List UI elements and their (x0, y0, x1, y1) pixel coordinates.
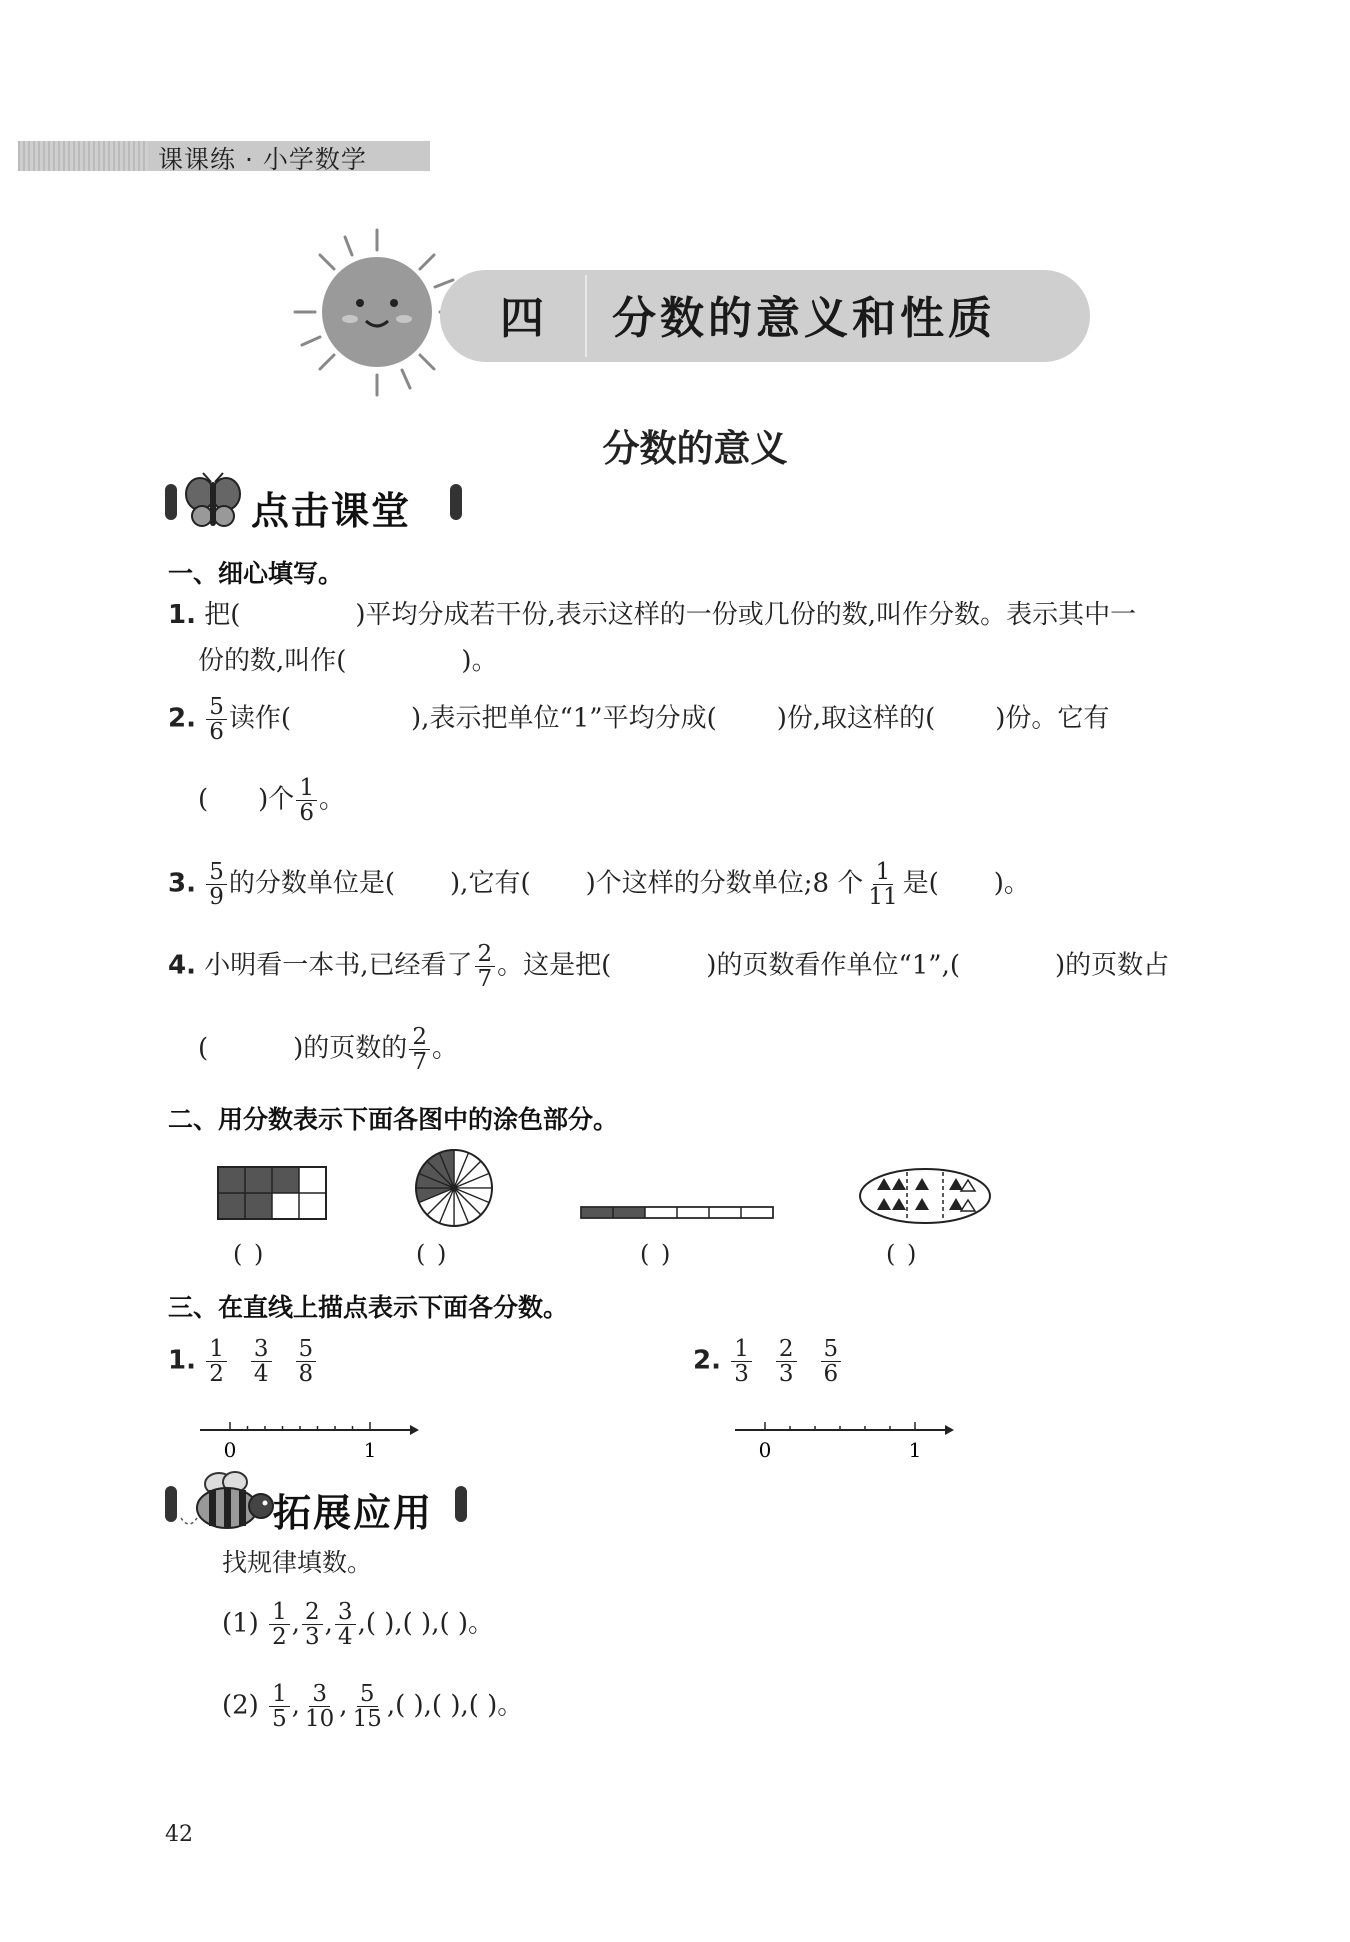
q4-text-d: )的页数占 (1054, 950, 1170, 981)
chapter-title: 分数的意义和性质 (612, 293, 996, 344)
tick-label-1: 1 (363, 1438, 377, 1460)
module-title: 拓展应用 (273, 1491, 434, 1535)
q4-number: 4. (168, 950, 196, 981)
fraction-denominator: 2 (272, 1624, 287, 1651)
pattern-sequence-2: (2) $\frac{1}{5}$ , $\frac{3}{10}$ , $\frac{5}{15}$ ,( ),( ),( )。 (222, 1681, 524, 1733)
q3-text-c: )个这样的分数单位;8 个 (585, 868, 864, 899)
part3-heading: 三、在直线上描点表示下面各分数。 (168, 1293, 569, 1322)
q1-text-c: 份的数,叫作( (198, 646, 347, 676)
fraction-numerator: 1 (269, 1600, 290, 1625)
fraction-denominator: 4 (337, 1624, 353, 1651)
sequence-blanks[interactable]: ,( ),( ),( )。 (357, 1608, 495, 1639)
fraction-numerator: 2 (475, 942, 496, 967)
fraction-numerator: 2 (302, 1600, 323, 1625)
figure-ellipse-triangles (857, 1166, 993, 1226)
fraction-denominator: 8 (298, 1361, 314, 1388)
fraction-numerator: 2 (776, 1337, 797, 1362)
question-2-line1 (168, 695, 1109, 744)
q1-text-d: )。 (461, 646, 498, 676)
number-line-2[interactable] (730, 1418, 955, 1460)
figure-grid (217, 1166, 329, 1222)
fraction (206, 1337, 227, 1386)
fraction (269, 1682, 290, 1731)
question-1-line1 (168, 602, 1136, 628)
page-number: 42 (165, 1822, 193, 1847)
answer-paren-3[interactable]: ( ) (640, 1240, 673, 1268)
fraction-denominator: 10 (305, 1706, 335, 1733)
fraction-numerator: 3 (309, 1682, 330, 1707)
fraction-numerator: 1 (731, 1337, 752, 1362)
fraction-denominator: 3 (778, 1361, 794, 1388)
q3-text-d: 是( (902, 868, 939, 899)
q1-text-a: 把( (204, 600, 241, 630)
fraction-denominator: 2 (209, 1361, 224, 1388)
fraction-denominator: 7 (412, 1049, 427, 1076)
fraction (350, 1682, 385, 1731)
q1-number: 1. (168, 600, 196, 630)
fraction (731, 1337, 752, 1386)
butterfly-icon (183, 472, 243, 530)
question-2-line2 (198, 776, 345, 825)
fraction-numerator: 1 (269, 1682, 290, 1707)
series-title: 课课练 · 小学数学 (158, 145, 367, 174)
fraction-numerator: 5 (206, 860, 227, 885)
module-title: 点击课堂 (251, 489, 412, 533)
fraction-denominator: 3 (305, 1624, 320, 1651)
part2-heading: 二、用分数表示下面各图中的涂色部分。 (168, 1105, 619, 1134)
set1-number: 1. (168, 1345, 196, 1376)
fraction-denominator: 6 (823, 1361, 839, 1388)
q2-text-g: 。 (318, 784, 345, 815)
question-4-line1 (168, 942, 1169, 991)
fraction-numerator: 5 (296, 1337, 317, 1362)
q4-text-a: 小明看一本书,已经看了 (204, 950, 473, 981)
q2-number: 2. (168, 703, 196, 734)
q4-text-f: )的页数的 (293, 1033, 408, 1064)
fraction (865, 860, 900, 909)
fraction-numerator: 1 (206, 1337, 227, 1362)
pattern-instruction: 找规律填数。 (222, 1548, 373, 1577)
fraction-numerator: 5 (821, 1337, 842, 1362)
fraction (776, 1337, 797, 1386)
fraction-numerator: 1 (873, 860, 894, 885)
tick-label-1: 1 (908, 1438, 922, 1460)
q3-text-a: 的分数单位是( (228, 868, 396, 899)
fraction-numerator: 5 (357, 1682, 378, 1707)
q2-text-e: ( (198, 784, 209, 815)
module-badge-extension (165, 1482, 470, 1535)
set2-number: 2. (693, 1345, 721, 1376)
fraction-denominator: 3 (734, 1361, 749, 1388)
fraction (269, 1600, 290, 1649)
fraction-numerator: 3 (335, 1600, 356, 1625)
fraction (296, 1337, 317, 1386)
number-line-set-1 (168, 1337, 318, 1386)
fraction (409, 1025, 430, 1074)
fraction (475, 942, 496, 991)
q1-text-b: )平均分成若干份,表示这样的一份或几份的数,叫作分数。表示其中一 (355, 600, 1137, 630)
fraction-numerator: 2 (409, 1025, 430, 1050)
answer-paren-1[interactable]: ( ) (233, 1240, 266, 1268)
banner-divider (585, 275, 587, 357)
pattern-sequence-1: (1) $\frac{1}{2}$ , $\frac{2}{3}$ , $\frac{3}{4}$ ,( ),( ),( )。 (222, 1599, 495, 1651)
fraction (206, 695, 227, 744)
sequence-blanks[interactable]: ,( ),( ),( )。 (386, 1690, 524, 1721)
q3-text-b: ),它有( (450, 868, 531, 899)
answer-paren-4[interactable]: ( ) (886, 1240, 919, 1268)
fraction-denominator: 5 (272, 1706, 287, 1733)
q4-text-b: 。这是把( (497, 950, 612, 981)
fraction (251, 1337, 272, 1386)
tick-label-0: 0 (758, 1438, 772, 1460)
fraction-denominator: 9 (209, 884, 224, 911)
q4-text-g: 。 (431, 1033, 458, 1064)
fraction-numerator: 3 (251, 1337, 272, 1362)
module-badge-classroom (165, 480, 465, 533)
q2-text-a: 读作( (228, 703, 292, 734)
sequence-label: (2) (222, 1690, 259, 1721)
answer-paren-2[interactable]: ( ) (416, 1240, 449, 1268)
q3-number: 3. (168, 868, 196, 899)
fraction-denominator: 6 (209, 719, 224, 746)
fraction (296, 776, 317, 825)
question-3 (168, 860, 1030, 909)
q2-text-d: )份。它有 (995, 703, 1110, 734)
fraction (821, 1337, 842, 1386)
figure-strip (580, 1205, 775, 1221)
bee-icon (179, 1468, 275, 1534)
q4-text-c: )的页数看作单位“1”,( (706, 950, 960, 981)
q4-text-e: ( (198, 1033, 209, 1064)
q2-text-f: )个 (258, 784, 295, 815)
fraction-denominator: 15 (352, 1706, 382, 1733)
fraction-numerator: 1 (296, 776, 317, 801)
sun-icon (290, 225, 465, 400)
fraction (302, 1600, 323, 1649)
fraction-denominator: 11 (868, 884, 898, 911)
q3-text-e: )。 (993, 868, 1030, 899)
fraction-numerator: 5 (206, 695, 227, 720)
q2-text-b: ),表示把单位“1”平均分成( (411, 703, 717, 734)
part1-heading: 一、细心填写。 (168, 559, 344, 588)
chapter-number: 四 (500, 293, 544, 344)
fraction (302, 1682, 337, 1731)
sequence-label: (1) (222, 1608, 259, 1639)
fraction-denominator: 7 (477, 966, 493, 993)
number-line-set-2 (693, 1337, 843, 1386)
number-line-1[interactable] (195, 1418, 420, 1460)
fraction-denominator: 4 (253, 1361, 269, 1388)
q2-text-c: )份,取这样的( (776, 703, 936, 734)
tick-label-0: 0 (223, 1438, 237, 1460)
lesson-title: 分数的意义 (602, 427, 788, 470)
figure-circle (412, 1146, 496, 1230)
fraction-denominator: 6 (299, 800, 314, 827)
fraction (206, 860, 227, 909)
question-1-line2 (198, 648, 498, 674)
fraction (335, 1600, 356, 1649)
question-4-line2 (198, 1025, 458, 1074)
